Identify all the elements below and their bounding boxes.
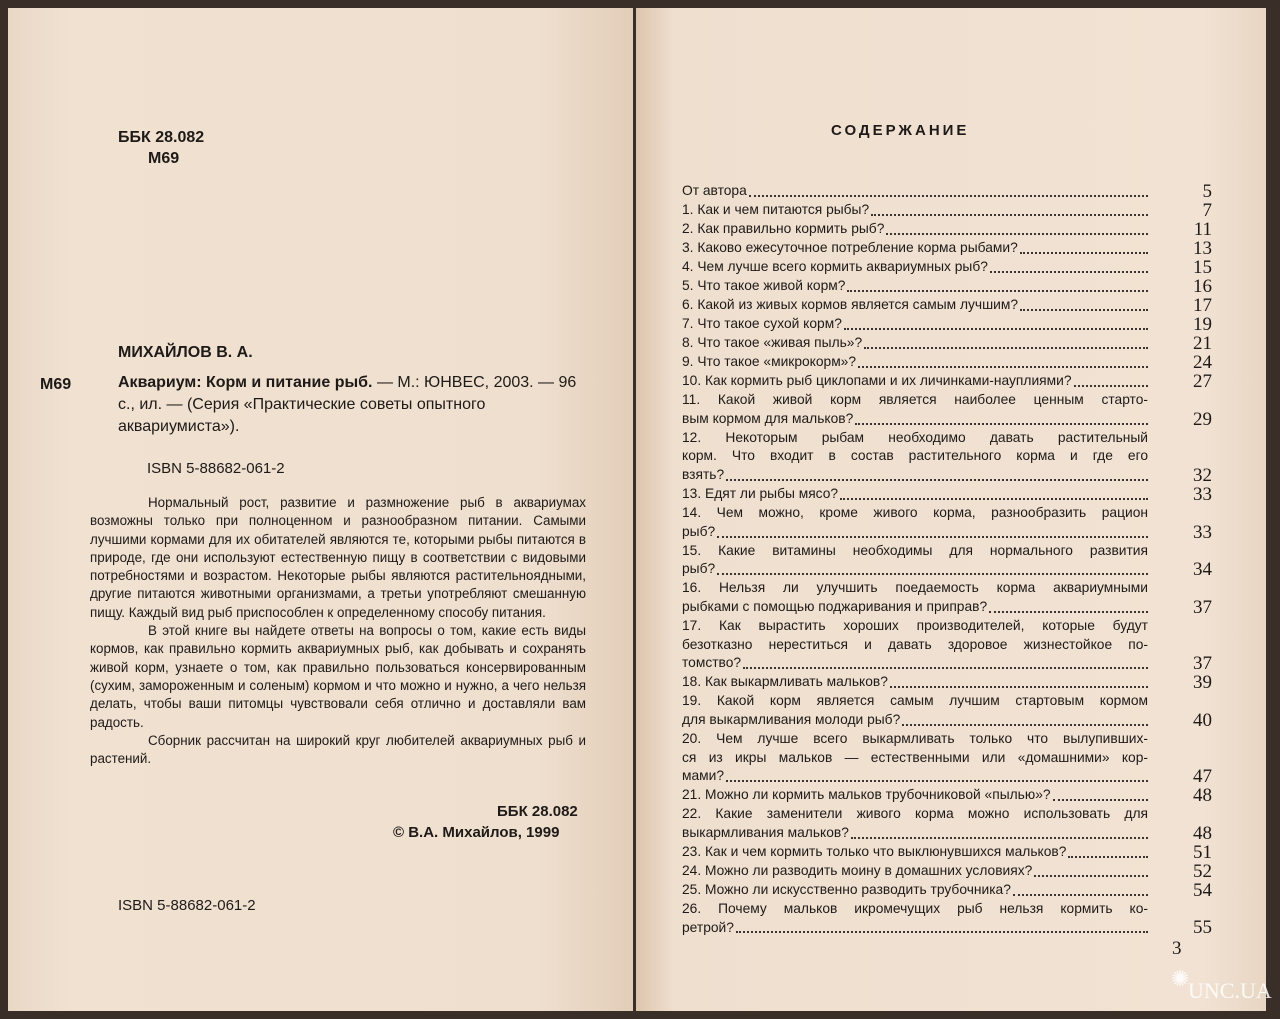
toc-page-number: 19 bbox=[1193, 314, 1212, 335]
toc-line bbox=[682, 843, 1148, 862]
toc-entry bbox=[682, 673, 1212, 692]
toc-line bbox=[682, 749, 1148, 768]
isbn-top: ISBN 5-88682-061-2 bbox=[147, 460, 285, 477]
dot-leader bbox=[726, 466, 1148, 481]
page-number: 3 bbox=[1172, 938, 1182, 959]
bibliographic-description bbox=[118, 372, 588, 438]
dot-leader bbox=[1053, 786, 1148, 801]
toc-entry bbox=[682, 353, 1212, 372]
toc-page-number: 37 bbox=[1193, 653, 1212, 675]
toc-line bbox=[682, 579, 1148, 598]
bbk-code-bottom: ББК 28.082 bbox=[497, 803, 578, 820]
dot-leader bbox=[990, 258, 1148, 273]
toc-line bbox=[682, 862, 1148, 881]
toc-line-text: 11. Какой живой корм является наиболее ценным старто- bbox=[682, 392, 1148, 407]
toc-entry bbox=[682, 617, 1212, 673]
toc-line-text: 10. Как кормить рыб циклопами и их личинками-науплиями? bbox=[682, 373, 1072, 389]
author-mark-side: М69 bbox=[40, 376, 72, 393]
toc-line bbox=[682, 410, 1148, 429]
toc-entry bbox=[682, 220, 1212, 239]
toc-line-text: 12. Некоторым рыбам необходимо давать растительный bbox=[682, 429, 1148, 445]
dot-leader bbox=[890, 673, 1148, 688]
annotation-paragraph: Сборник рассчитан на широкий круг любителей аквариумных рыб и растений. bbox=[90, 732, 586, 767]
toc-entry-text bbox=[682, 353, 1148, 372]
dot-leader bbox=[1034, 862, 1148, 877]
dot-leader bbox=[844, 315, 1148, 330]
toc-line bbox=[682, 900, 1148, 919]
toc-line-text: 14. Чем можно, кроме живого корма, разнообразить рацион bbox=[682, 504, 1148, 520]
toc-page-number: 39 bbox=[1193, 672, 1212, 694]
toc-line bbox=[682, 353, 1148, 372]
toc-page-number: 11 bbox=[1193, 219, 1212, 240]
toc-line bbox=[682, 220, 1148, 239]
toc-line bbox=[682, 767, 1148, 786]
annotation-paragraph: Нормальный рост, развитие и размножение рыб в аквариумах возможны только при полноценном и разнообразном питании. Самыми лучшими кормами для их обитателей являются те, которыми рыбы питаются в природе, где они используют естественную пищу в соответствии с видовыми потребностями и возрастом. Некоторые рыбы являются растительноядными, другие питаются животными организмами, а третьи употребляют смешанную пищу. Каждый вид рыб приспособлен к определенному способу питания. bbox=[90, 495, 586, 620]
toc-entry-text bbox=[682, 429, 1148, 485]
toc-line-text: 5. Что такое живой корм? bbox=[682, 278, 846, 294]
toc-line bbox=[682, 391, 1148, 410]
toc-page-number: 24 bbox=[1193, 352, 1212, 373]
left-page bbox=[8, 8, 633, 1011]
toc-entry bbox=[682, 258, 1212, 277]
toc-entry-text bbox=[682, 673, 1148, 692]
toc-line-text: От автора bbox=[682, 183, 747, 199]
toc-entry-text bbox=[682, 220, 1148, 239]
toc-entry-text bbox=[682, 372, 1148, 391]
toc-line bbox=[682, 334, 1148, 353]
publication-info: — М.: ЮНВЕС, 2003. — 96 с., ил. — (Серия «Практические советы опытного аквариумиста»). bbox=[118, 374, 577, 435]
book-title: Аквариум: Корм и питание рыб. bbox=[118, 374, 373, 391]
toc-page-number: 33 bbox=[1193, 483, 1212, 505]
toc-entry-text bbox=[682, 692, 1148, 730]
toc-entry bbox=[682, 862, 1212, 881]
dot-leader bbox=[902, 711, 1148, 726]
toc-entry bbox=[682, 334, 1212, 353]
toc-entry bbox=[682, 429, 1212, 485]
toc-line bbox=[682, 711, 1148, 730]
dot-leader bbox=[840, 485, 1148, 500]
dot-leader bbox=[1020, 239, 1148, 254]
toc-line bbox=[682, 182, 1148, 201]
toc-entry bbox=[682, 391, 1212, 429]
dot-leader bbox=[717, 560, 1148, 575]
watermark-star-icon: ✺ bbox=[1171, 966, 1190, 991]
dot-leader bbox=[1013, 881, 1148, 896]
toc-line bbox=[682, 654, 1148, 673]
toc-page-number: 7 bbox=[1202, 200, 1212, 221]
toc-page-number: 40 bbox=[1193, 709, 1212, 731]
toc-page-number: 29 bbox=[1193, 408, 1212, 430]
toc-line-text: 7. Что такое сухой корм? bbox=[682, 316, 842, 332]
toc-entry-text bbox=[682, 239, 1148, 258]
toc-line-text: 17. Как вырастить хороших производителей, которые будут bbox=[682, 617, 1148, 633]
isbn-bottom: ISBN 5-88682-061-2 bbox=[118, 897, 256, 914]
toc-line-text: мами? bbox=[682, 768, 725, 784]
toc-page-number: 48 bbox=[1193, 822, 1212, 844]
toc-entry-text bbox=[682, 862, 1148, 881]
dot-leader bbox=[847, 277, 1148, 292]
toc-line-text: выкармливания мальков? bbox=[682, 824, 849, 840]
toc-entry-text bbox=[682, 786, 1148, 805]
toc-page-number: 13 bbox=[1193, 238, 1212, 259]
toc-entry-text bbox=[682, 542, 1148, 580]
toc-page-number: 37 bbox=[1193, 596, 1212, 618]
toc-line-text: 20. Чем лучше всего выкармливать только что вылупивших- bbox=[682, 730, 1148, 746]
toc-entry bbox=[682, 315, 1212, 334]
toc-entry bbox=[682, 239, 1212, 258]
toc-entry-text bbox=[682, 485, 1148, 504]
toc-line bbox=[682, 636, 1148, 655]
toc-page-number: 34 bbox=[1193, 559, 1212, 581]
toc-page-number: 16 bbox=[1193, 276, 1212, 297]
toc-title: СОДЕРЖАНИЕ bbox=[831, 122, 970, 139]
toc-entry bbox=[682, 277, 1212, 296]
toc-line bbox=[682, 485, 1148, 504]
toc-entry-text bbox=[682, 730, 1148, 786]
toc-entry-text bbox=[682, 391, 1148, 429]
toc-line bbox=[682, 201, 1148, 220]
copyright: © В.А. Михайлов, 1999 bbox=[393, 824, 560, 841]
toc-line-text: ретрой? bbox=[682, 919, 734, 935]
toc-line-text: корм. Что входит в состав растительного корма и где его bbox=[682, 448, 1148, 464]
toc-entry-text bbox=[682, 843, 1148, 862]
toc-entry bbox=[682, 182, 1212, 201]
toc-line-text: рыб? bbox=[682, 561, 716, 577]
dot-leader bbox=[736, 919, 1148, 934]
toc-page-number: 5 bbox=[1202, 181, 1212, 202]
toc-line bbox=[682, 824, 1148, 843]
toc-page-number: 33 bbox=[1193, 521, 1212, 543]
toc-line-text: 15. Какие витамины необходимы для нормального развития bbox=[682, 542, 1148, 558]
toc-entry-text bbox=[682, 258, 1148, 277]
toc-line-text: рыб? bbox=[682, 523, 716, 539]
toc-line-text: 24. Можно ли разводить моину в домашних условиях? bbox=[682, 862, 1033, 878]
toc-line-text: 22. Какие заменители живого корма можно использовать для bbox=[682, 806, 1148, 822]
toc-entry-text bbox=[682, 504, 1148, 542]
author-name: МИХАЙЛОВ В. А. bbox=[118, 344, 253, 361]
toc-entry-text bbox=[682, 315, 1148, 334]
dot-leader bbox=[1020, 296, 1148, 311]
toc-line-text: 26. Почему мальков икромечущих рыб нельзя кормить ко- bbox=[682, 900, 1148, 916]
toc-line bbox=[682, 296, 1148, 315]
toc-page-number: 17 bbox=[1193, 295, 1212, 316]
toc-line bbox=[682, 598, 1148, 617]
toc-line bbox=[682, 466, 1148, 485]
toc-entry-text bbox=[682, 881, 1148, 900]
toc-entry bbox=[682, 504, 1212, 542]
toc-entry-text bbox=[682, 805, 1148, 843]
toc-line bbox=[682, 805, 1148, 824]
toc-page-number: 51 bbox=[1193, 841, 1212, 863]
dot-leader bbox=[989, 598, 1148, 613]
toc-line bbox=[682, 447, 1148, 466]
toc-page-number: 21 bbox=[1193, 333, 1212, 354]
toc-line bbox=[682, 429, 1148, 448]
toc-line bbox=[682, 617, 1148, 636]
toc-line-text: 3. Каково ежесуточное потребление корма рыбами? bbox=[682, 240, 1018, 256]
toc-entry-text bbox=[682, 277, 1148, 296]
toc-line bbox=[682, 504, 1148, 523]
annotation bbox=[90, 494, 586, 768]
dot-leader bbox=[726, 767, 1148, 782]
toc-page-number: 27 bbox=[1193, 371, 1212, 392]
toc-entry bbox=[682, 805, 1212, 843]
toc-entry-text bbox=[682, 334, 1148, 353]
toc-page-number: 32 bbox=[1193, 464, 1212, 486]
toc-line-text: взять? bbox=[682, 467, 725, 483]
toc-line bbox=[682, 277, 1148, 296]
toc-line-text: 9. Что такое «микрокорм»? bbox=[682, 354, 857, 370]
toc-line-text: 8. Что такое «живая пыль»? bbox=[682, 335, 863, 351]
toc-line bbox=[682, 372, 1148, 391]
toc-line-text: рыбками с помощью поджаривания и приправ? bbox=[682, 598, 988, 614]
toc-line-text: вым кормом для мальков? bbox=[682, 410, 854, 426]
dot-leader bbox=[871, 201, 1148, 216]
watermark-text: UNC.UA bbox=[1188, 978, 1272, 1003]
table-of-contents bbox=[682, 182, 1212, 937]
toc-line bbox=[682, 881, 1148, 900]
toc-entry bbox=[682, 786, 1212, 805]
toc-entry-text bbox=[682, 900, 1148, 938]
dot-leader bbox=[886, 220, 1148, 235]
toc-line bbox=[682, 258, 1148, 277]
bbk-code-top: ББК 28.082 bbox=[118, 129, 205, 146]
toc-entry bbox=[682, 372, 1212, 391]
toc-line-text: 21. Можно ли кормить мальков трубочниковой «пылью»? bbox=[682, 787, 1051, 803]
dot-leader bbox=[743, 654, 1148, 669]
toc-line-text: 6. Какой из живых кормов является самым лучшим? bbox=[682, 297, 1019, 313]
toc-line bbox=[682, 542, 1148, 561]
right-page bbox=[636, 8, 1272, 1011]
toc-entry bbox=[682, 296, 1212, 315]
toc-entry bbox=[682, 843, 1212, 862]
toc-page-number: 52 bbox=[1193, 860, 1212, 882]
toc-entry-text bbox=[682, 579, 1148, 617]
toc-entry-text bbox=[682, 201, 1148, 220]
toc-line bbox=[682, 919, 1148, 938]
toc-line-text: 1. Как и чем питаются рыбы? bbox=[682, 202, 870, 218]
toc-line-text: 18. Как выкармливать мальков? bbox=[682, 674, 888, 690]
dot-leader bbox=[851, 824, 1148, 839]
toc-line bbox=[682, 786, 1148, 805]
toc-entry bbox=[682, 900, 1212, 938]
dot-leader bbox=[749, 182, 1148, 197]
toc-line-text: для выкармливания молоди рыб? bbox=[682, 711, 901, 727]
toc-page-number: 55 bbox=[1193, 917, 1212, 939]
toc-entry bbox=[682, 692, 1212, 730]
toc-entry bbox=[682, 730, 1212, 786]
toc-entry bbox=[682, 579, 1212, 617]
toc-entry bbox=[682, 201, 1212, 220]
toc-line-text: 19. Какой корм является самым лучшим стартовым кормом bbox=[682, 693, 1148, 709]
dot-leader bbox=[864, 334, 1148, 349]
toc-line-text: 23. Как и чем кормить только что выклюнувшихся мальков? bbox=[682, 843, 1067, 859]
toc-line bbox=[682, 673, 1148, 692]
toc-entry-text bbox=[682, 296, 1148, 315]
toc-page-number: 47 bbox=[1193, 766, 1212, 788]
toc-line bbox=[682, 239, 1148, 258]
toc-entry bbox=[682, 485, 1212, 504]
toc-line-text: 2. Как правильно кормить рыб? bbox=[682, 221, 885, 237]
author-mark-top: М69 bbox=[148, 150, 180, 167]
dot-leader bbox=[717, 523, 1148, 538]
toc-entry bbox=[682, 881, 1212, 900]
dot-leader bbox=[858, 353, 1148, 368]
toc-line-text: 13. Едят ли рыбы мясо? bbox=[682, 486, 839, 502]
dot-leader bbox=[1074, 372, 1149, 387]
toc-page-number: 15 bbox=[1193, 257, 1212, 278]
toc-page-number: 48 bbox=[1193, 785, 1212, 807]
toc-entry-text bbox=[682, 182, 1148, 201]
dot-leader bbox=[1068, 843, 1148, 858]
annotation-paragraph: В этой книге вы найдете ответы на вопросы о том, какие есть виды кормов, как правильно кормить аквариумных рыб, как добывать и сохранять живой корм, узнаете о том, как правильно пользоваться консервированным (сухим, замороженным и соленым) кормом и что можно и нужно, а чего нельзя делать, чтобы ваши питомцы чувствовали себя отлично и доставляли вам радость. bbox=[90, 623, 586, 730]
toc-line-text: безотказно нереститься и давать здоровое жизнестойкое по- bbox=[682, 636, 1148, 652]
toc-line bbox=[682, 730, 1148, 749]
toc-line-text: 4. Чем лучше всего кормить аквариумных рыб? bbox=[682, 259, 988, 275]
toc-line-text: 25. Можно ли искусственно разводить трубочника? bbox=[682, 881, 1011, 897]
toc-page-number: 54 bbox=[1193, 879, 1212, 901]
toc-line-text: томство? bbox=[682, 655, 742, 671]
toc-line bbox=[682, 523, 1148, 542]
dot-leader bbox=[855, 410, 1148, 425]
toc-line bbox=[682, 560, 1148, 579]
toc-line-text: ся из икры мальков — естественными или «домашними» кор- bbox=[682, 749, 1148, 765]
toc-line bbox=[682, 315, 1148, 334]
toc-line-text: 16. Нельзя ли улучшить поедаемость корма аквариумными bbox=[682, 580, 1148, 596]
toc-entry-text bbox=[682, 617, 1148, 673]
toc-line bbox=[682, 692, 1148, 711]
toc-entry bbox=[682, 542, 1212, 580]
